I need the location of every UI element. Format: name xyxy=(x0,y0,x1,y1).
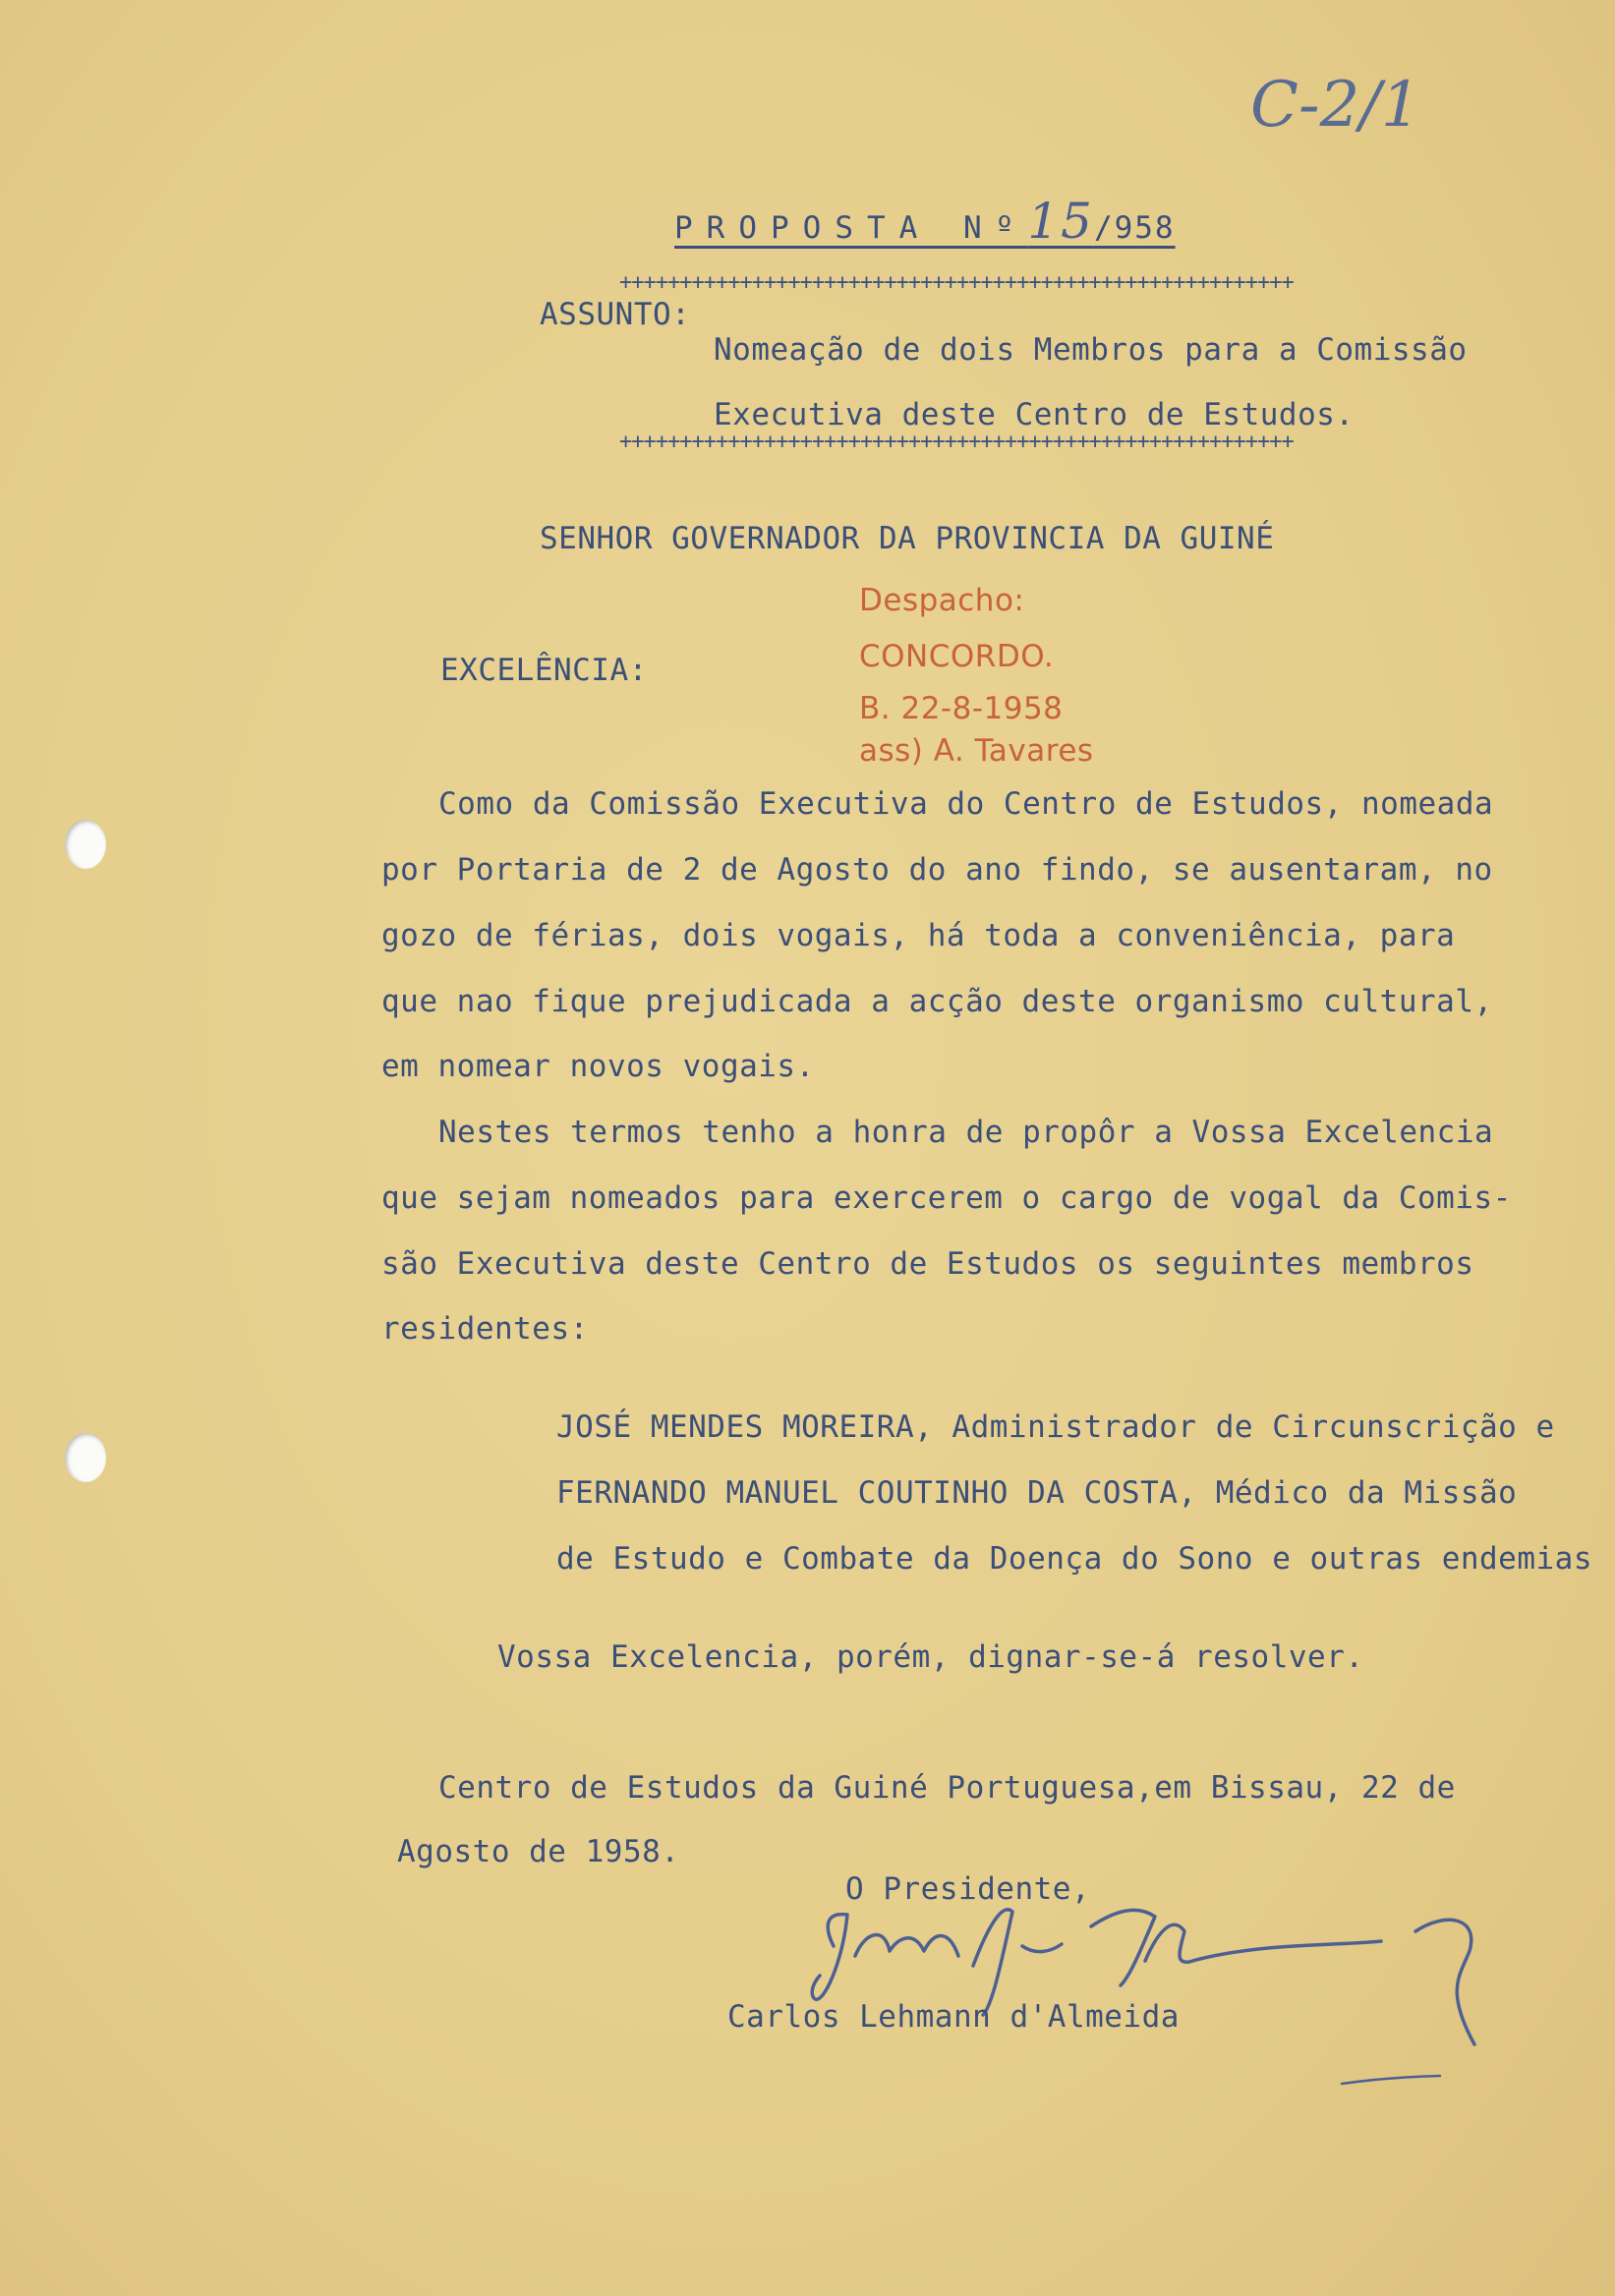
despacho-label: Despacho: xyxy=(859,583,1025,618)
para2-line-4: residentes: xyxy=(381,1311,589,1347)
reference-number-handwritten: C-2/1 xyxy=(1250,69,1421,142)
closing-line: Vossa Excelencia, porém, dignar-se-á resolver. xyxy=(497,1639,1364,1675)
title-year: /958 xyxy=(1093,210,1176,246)
para2-line-1: Nestes termos tenho a honra de propôr a Vossa Excelencia xyxy=(438,1115,1494,1150)
member-line-1: JOSÉ MENDES MOREIRA, Administrador de Circunscrição e xyxy=(556,1409,1555,1445)
para1-line-5: em nomear novos vogais. xyxy=(381,1049,815,1084)
salutation: EXCELÊNCIA: xyxy=(440,653,648,688)
assunto-label: ASSUNTO: xyxy=(540,297,691,332)
punch-hole-top xyxy=(65,820,106,869)
para2-line-3: são Executiva deste Centro de Estudos os seguintes membros xyxy=(381,1246,1474,1282)
para1-line-1: Como da Comissão Executiva do Centro de Estudos, nomeada xyxy=(438,786,1494,822)
signatory-title: O Presidente, xyxy=(845,1871,1091,1907)
proposal-number-handwritten: 15 xyxy=(1027,193,1094,250)
proposal-title xyxy=(674,193,1176,250)
addressee: SENHOR GOVERNADOR DA PROVINCIA DA GUINÉ xyxy=(540,521,1275,556)
despacho-date: B. 22-8-1958 xyxy=(859,691,1064,726)
assunto-line-1: Nomeação de dois Membros para a Comissão xyxy=(714,332,1468,368)
title-prefix: PROPOSTA Nº xyxy=(674,210,1028,246)
despacho-decision: CONCORDO. xyxy=(859,639,1055,674)
place-date-line-1: Centro de Estudos da Guiné Portuguesa,em Bissau, 22 de xyxy=(438,1770,1456,1806)
despacho-signature: ass) A. Tavares xyxy=(859,733,1094,769)
para2-line-2: que sejam nomeados para exercerem o cargo de vogal da Comis- xyxy=(381,1180,1512,1216)
para1-line-3: gozo de férias, dois vogais, há toda a conveniência, para xyxy=(381,918,1456,953)
signatory-name: Carlos Lehmann d'Almeida xyxy=(727,1999,1180,2035)
para1-line-4: que nao fique prejudicada a acção deste organismo cultural, xyxy=(381,984,1493,1019)
punch-hole-bottom xyxy=(65,1433,106,1482)
member-line-2: FERNANDO MANUEL COUTINHO DA COSTA, Médico da Missão xyxy=(556,1475,1518,1511)
separator-bottom: ++++++++++++++++++++++++++++++++++++++++++++++++++++++++ xyxy=(619,430,1294,454)
separator-top: ++++++++++++++++++++++++++++++++++++++++++++++++++++++++ xyxy=(619,270,1294,295)
para1-line-2: por Portaria de 2 de Agosto do ano findo, se ausentaram, no xyxy=(381,852,1493,888)
assunto-line-2: Executiva deste Centro de Estudos. xyxy=(714,397,1355,432)
member-line-3: de Estudo e Combate da Doença do Sono e outras endemias xyxy=(556,1541,1592,1577)
place-date-line-2: Agosto de 1958. xyxy=(397,1834,680,1869)
